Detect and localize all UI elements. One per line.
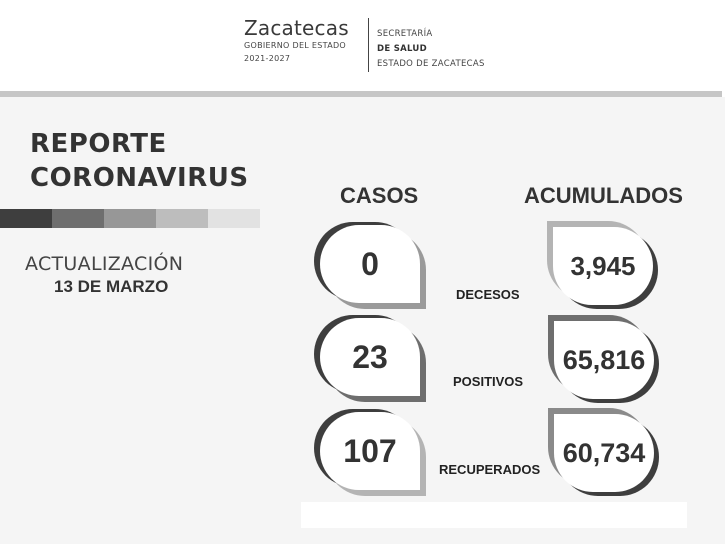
daily-recovered-value: 107 [343, 432, 397, 469]
swatch-2 [52, 209, 104, 228]
cumulative-deaths-bubble [553, 227, 653, 305]
cumulative-positives-bubble [554, 321, 654, 399]
state-logo [244, 17, 364, 65]
column-header-daily: CASOS [340, 183, 419, 208]
color-swatch-bar [0, 209, 260, 228]
header [0, 0, 725, 91]
logo-name: Zacatecas [244, 16, 349, 40]
update-label: ACTUALIZACIÓN [25, 253, 184, 275]
daily-deaths-bubble [320, 225, 420, 303]
title-line-1: REPORTE [30, 129, 167, 159]
dept-line-1: SECRETARÍA [377, 29, 433, 39]
swatch-5 [208, 209, 260, 228]
daily-positives-value: 23 [352, 338, 388, 375]
swatch-1 [0, 209, 52, 228]
column-header-cumulative: ACUMULADOS [524, 183, 683, 208]
swatch-3 [104, 209, 156, 228]
row-label-deaths: DECESOS [456, 287, 520, 302]
daily-recovered-bubble [320, 412, 420, 490]
daily-positives-bubble [320, 318, 420, 396]
cumulative-positives-value: 65,816 [562, 344, 646, 375]
swatch-4 [156, 209, 208, 228]
report-title [30, 127, 249, 195]
logo-subtitle: GOBIERNO DEL ESTADO [244, 41, 347, 50]
daily-deaths-value: 0 [361, 245, 379, 282]
cumulative-recovered-bubble [554, 414, 654, 492]
title-line-2: CORONAVIRUS [30, 163, 249, 193]
update-date: 13 DE MARZO [54, 277, 169, 296]
row-label-positives: POSITIVOS [453, 374, 524, 389]
row-label-recovered: RECUPERADOS [439, 462, 541, 477]
department-logo [377, 27, 485, 72]
cumulative-deaths-value: 3,945 [570, 250, 636, 281]
dept-line-2: DE SALUD [377, 44, 427, 54]
logo-divider [368, 18, 369, 72]
logo-period: 2021-2027 [244, 54, 291, 63]
dept-line-3: ESTADO DE ZACATECAS [377, 59, 485, 69]
footer-blank-box [301, 502, 687, 528]
cumulative-recovered-value: 60,734 [562, 437, 646, 468]
